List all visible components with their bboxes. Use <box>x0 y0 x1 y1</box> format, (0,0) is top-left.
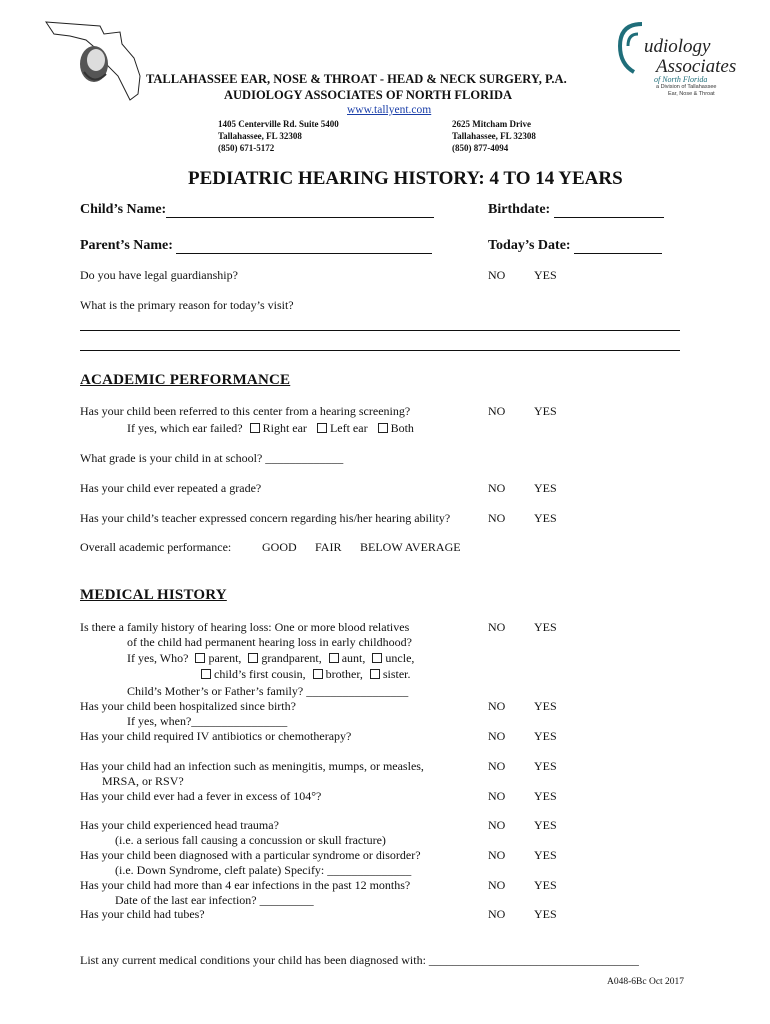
logo-tag2: Ear, Nose & Throat <box>668 91 715 97</box>
academic-heading: ACADEMIC PERFORMANCE <box>80 372 291 388</box>
brother-checkbox[interactable] <box>313 669 323 679</box>
reason-line-2[interactable] <box>80 350 680 351</box>
division-name: AUDIOLOGY ASSOCIATES OF NORTH FLORIDA <box>224 88 513 102</box>
todays-date-label: Today’s Date: <box>488 238 571 253</box>
aunt-checkbox[interactable] <box>329 653 339 663</box>
fever-no[interactable]: NO <box>488 789 506 803</box>
trauma-question-line1: Has your child experienced head trauma? <box>80 818 279 832</box>
infection-question-line2: MRSA, or RSV? <box>102 774 184 788</box>
syndrome-question-line2[interactable]: (i.e. Down Syndrome, cleft palate) Specify: ______________ <box>115 863 412 877</box>
screening-no[interactable]: NO <box>488 404 506 418</box>
hospitalized-no[interactable]: NO <box>488 699 506 713</box>
guardianship-question: Do you have legal guardianship? <box>80 268 238 282</box>
birthdate-input[interactable] <box>554 203 664 218</box>
child-name-field <box>80 202 434 218</box>
office1-phone: (850) 671-5172 <box>218 143 275 153</box>
aunt-label: aunt, <box>341 651 366 665</box>
tubes-question: Has your child had tubes? <box>80 907 205 921</box>
family-history-line2: of the child had permanent hearing loss in early childhood? <box>127 635 412 649</box>
repeated-question: Has your child ever repeated a grade? <box>80 481 262 495</box>
parent-checkbox[interactable] <box>195 653 205 663</box>
both-ears-label: Both <box>390 421 414 435</box>
child-name-label: Child’s Name: <box>80 202 167 217</box>
infection-yes[interactable]: YES <box>534 759 557 773</box>
conditions-question[interactable]: List any current medical conditions your child has been diagnosed with: ___________________________________ <box>80 953 639 967</box>
office1-city: Tallahassee, FL 32308 <box>218 131 302 141</box>
iv-no[interactable]: NO <box>488 729 506 743</box>
iv-yes[interactable]: YES <box>534 729 557 743</box>
medical-heading: MEDICAL HISTORY <box>80 587 227 603</box>
hospitalized-when[interactable]: If yes, when?________________ <box>127 714 288 728</box>
trauma-no[interactable]: NO <box>488 818 506 832</box>
practice-name: TALLAHASSEE EAR, NOSE & THROAT - HEAD & NECK SURGERY, P.A. <box>146 72 567 86</box>
ear-failed-row <box>127 421 414 436</box>
fever-question: Has your child ever had a fever in excess of 104°? <box>80 789 322 803</box>
ear-infection-question-line1: Has your child had more than 4 ear infections in the past 12 months? <box>80 878 411 892</box>
overall-below[interactable]: BELOW AVERAGE <box>360 540 461 554</box>
birthdate-field <box>488 202 664 218</box>
hospitalized-yes[interactable]: YES <box>534 699 557 713</box>
hospitalized-question: Has your child been hospitalized since birth? <box>80 699 296 713</box>
repeated-no[interactable]: NO <box>488 481 506 495</box>
who-row-2 <box>197 667 411 682</box>
mother-father-question[interactable]: Child’s Mother’s or Father’s family? _________________ <box>127 684 409 698</box>
ear-infection-question-line2[interactable]: Date of the last ear infection? _________ <box>115 893 314 907</box>
logo-line3: of North Florida <box>654 75 708 84</box>
family-history-yes[interactable]: YES <box>534 620 557 634</box>
both-ears-checkbox[interactable] <box>378 423 388 433</box>
teacher-yes[interactable]: YES <box>534 511 557 525</box>
screening-yes[interactable]: YES <box>534 404 557 418</box>
birthdate-label: Birthdate: <box>488 202 551 217</box>
parent-label: parent, <box>208 651 242 665</box>
child-name-input[interactable] <box>166 203 434 218</box>
office2-phone: (850) 877-4094 <box>452 143 509 153</box>
teacher-question: Has your child’s teacher expressed concern regarding his/her hearing ability? <box>80 511 451 525</box>
todays-date-field <box>488 238 662 254</box>
audiology-associates-logo <box>612 20 737 100</box>
ear-infection-no[interactable]: NO <box>488 878 506 892</box>
overall-good[interactable]: GOOD <box>262 540 297 554</box>
overall-fair[interactable]: FAIR <box>315 540 342 554</box>
fever-yes[interactable]: YES <box>534 789 557 803</box>
office1-street: 1405 Centerville Rd. Suite 5400 <box>218 119 339 129</box>
syndrome-question-line1: Has your child been diagnosed with a particular syndrome or disorder? <box>80 848 421 862</box>
sister-checkbox[interactable] <box>370 669 380 679</box>
ear-failed-label: If yes, which ear failed? <box>127 421 243 435</box>
tubes-yes[interactable]: YES <box>534 907 557 921</box>
reason-question: What is the primary reason for today’s visit? <box>80 298 294 312</box>
guardianship-no[interactable]: NO <box>488 268 506 282</box>
todays-date-input[interactable] <box>574 239 662 254</box>
trauma-yes[interactable]: YES <box>534 818 557 832</box>
brother-label: brother, <box>325 667 363 681</box>
ear-infection-yes[interactable]: YES <box>534 878 557 892</box>
parent-name-input[interactable] <box>176 239 432 254</box>
guardianship-yes[interactable]: YES <box>534 268 557 282</box>
page-title: PEDIATRIC HEARING HISTORY: 4 TO 14 YEARS <box>188 168 623 189</box>
reason-line-1[interactable] <box>80 330 680 331</box>
syndrome-no[interactable]: NO <box>488 848 506 862</box>
infection-question-line1: Has your child had an infection such as meningitis, mumps, or measles, <box>80 759 424 773</box>
logo-tag1: a Division of Tallahassee <box>656 84 717 90</box>
repeated-yes[interactable]: YES <box>534 481 557 495</box>
grandparent-checkbox[interactable] <box>248 653 258 663</box>
logo-line2: Associates <box>656 56 737 77</box>
who-label: If yes, Who? <box>127 651 189 665</box>
cousin-checkbox[interactable] <box>201 669 211 679</box>
grandparent-label: grandparent, <box>261 651 322 665</box>
cousin-label: child’s first cousin, <box>214 667 306 681</box>
sister-label: sister. <box>382 667 411 681</box>
florida-ent-logo <box>40 14 150 106</box>
parent-name-field <box>80 238 432 254</box>
left-ear-label: Left ear <box>329 421 368 435</box>
website-link[interactable]: www.tallyent.com <box>347 104 432 116</box>
uncle-checkbox[interactable] <box>372 653 382 663</box>
uncle-label: uncle, <box>385 651 415 665</box>
family-history-no[interactable]: NO <box>488 620 506 634</box>
logo-line1: udiology <box>644 36 711 57</box>
right-ear-checkbox[interactable] <box>250 423 260 433</box>
trauma-question-line2: (i.e. a serious fall causing a concussion or skull fracture) <box>115 833 386 847</box>
office2-city: Tallahassee, FL 32308 <box>452 131 536 141</box>
left-ear-checkbox[interactable] <box>317 423 327 433</box>
form-code: A048-6Bc Oct 2017 <box>607 977 685 987</box>
syndrome-yes[interactable]: YES <box>534 848 557 862</box>
tubes-no[interactable]: NO <box>488 907 506 921</box>
infection-no[interactable]: NO <box>488 759 506 773</box>
overall-label: Overall academic performance: <box>80 540 232 554</box>
family-history-line1: Is there a family history of hearing loss: One or more blood relatives <box>80 620 410 634</box>
parent-name-label: Parent’s Name: <box>80 238 173 253</box>
screening-question: Has your child been referred to this center from a hearing screening? <box>80 404 411 418</box>
office2-street: 2625 Mitcham Drive <box>452 119 531 129</box>
right-ear-label: Right ear <box>262 421 307 435</box>
iv-question: Has your child required IV antibiotics or chemotherapy? <box>80 729 352 743</box>
grade-question[interactable]: What grade is your child in at school? _____________ <box>80 451 344 465</box>
who-row-1 <box>127 651 414 666</box>
teacher-no[interactable]: NO <box>488 511 506 525</box>
